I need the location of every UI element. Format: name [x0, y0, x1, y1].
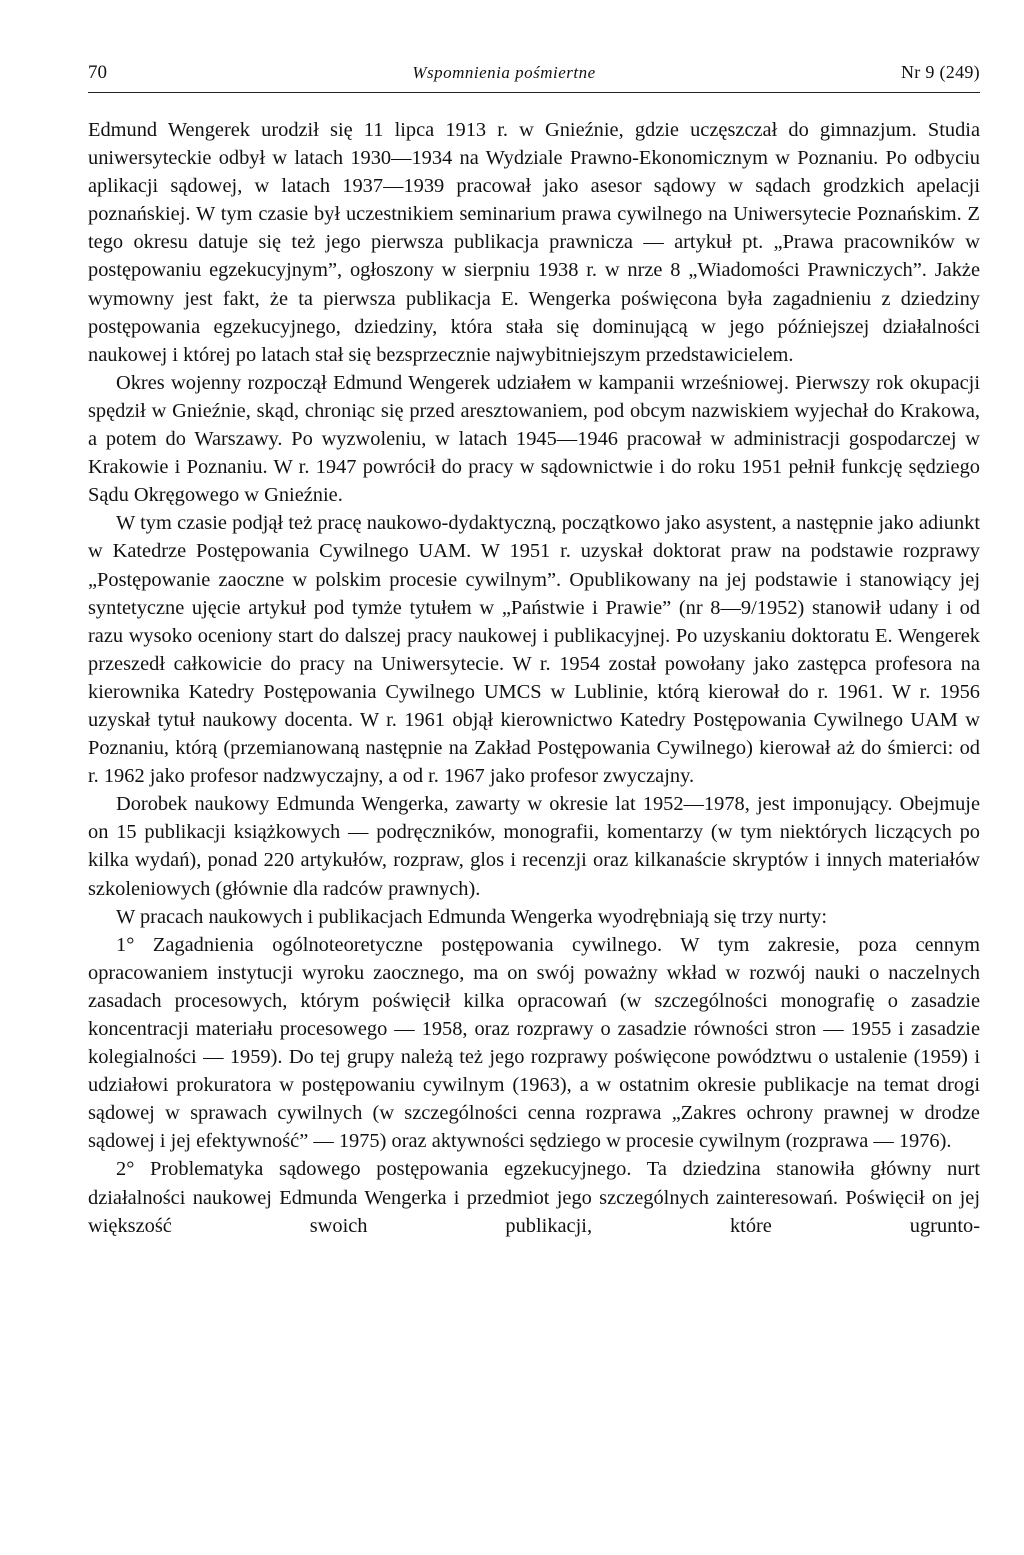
page-number: 70 [88, 62, 107, 83]
paragraph: W pracach naukowych i publikacjach Edmunda Wengerka wyodrębniają się trzy nurty: [116, 905, 828, 928]
paragraph: Dorobek naukowy Edmunda Wengerka, zawarty w okresie lat 1952—1978, jest imponujący. Obejmuje on 15 publikacji książkowych — podręczników, monografii, komentarzy (w tym niektórych liczących po kilka wydań), ponad 220 artykułów, rozpraw, glos i recenzji oraz kilkanaście skryptów i innych materiałów szkoleniowych (głównie dla radców prawnych). [88, 793, 980, 900]
paragraph: 2° Problematyka sądowego postępowania egzekucyjnego. Ta dziedzina stanowiła główny nurt działalności naukowej Edmunda Wengerka i przedmiot jego szczególnych zainteresowań. Poświęcił on jej większość swoich publikacji, które ugrunto- [88, 1158, 980, 1237]
issue-number: Nr 9 (249) [901, 62, 980, 82]
paragraph: W tym czasie podjął też pracę naukowo-dydaktyczną, początkowo jako asystent, a następnie jako adiunkt w Katedrze Postępowania Cywilnego UAM. W 1951 r. uzyskał doktorat praw na podstawie rozprawy „Postępowanie zaoczne w polskim procesie cywilnym”. Opublikowany na jej podstawie i stanowiący jej syntetyczne ujęcie artykuł pod tymże tytułem w „Państwie i Prawie” (nr 8—9/1952) stanowił udany i od razu wysoko oceniony start do dalszej pracy naukowej i publikacyjnej. Po uzyskaniu doktoratu E. Wengerek przeszedł całkowicie do pracy na Uniwersytecie. W r. 1954 został powołany jako zastępca profesora na kierownika Katedry Postępowania Cywilnego UMCS w Lublinie, którą kierował do r. 1961. W r. 1956 uzyskał tytuł naukowy docenta. W r. 1961 objął kierownictwo Katedry Postępowania Cywilnego UAM w Poznaniu, którą (przemianowaną następnie na Zakład Postępowania Cywilnego) kierował aż do śmierci: od r. 1962 jako profesor nadzwyczajny, a od r. 1967 jako profesor zwyczajny. [88, 512, 980, 788]
document-page [88, 62, 980, 1240]
paragraph: Edmund Wengerek urodził się 11 lipca 1913 r. w Gnieźnie, gdzie uczęszczał do gimnazjum. Studia uniwersyteckie odbył w latach 1930—1934 na Wydziale Prawno-Ekonomicznym w Poznaniu. Po odbyciu aplikacji sądowej, w latach 1937—1939 pracował jako asesor sądowy w sądach grodzkich apelacji poznańskiej. W tym czasie był uczestnikiem seminarium prawa cywilnego na Uniwersytecie Poznańskim. Z tego okresu datuje się też jego pierwsza publikacja prawnicza — artykuł pt. „Prawa pracowników w postępowaniu egzekucyjnym”, ogłoszony w sierpniu 1938 r. w nrze 8 „Wiadomości Prawniczych”. Jakże wymowny jest fakt, że ta pierwsza publikacja E. Wengerka poświęcona była zagadnieniu z dziedziny postępowania egzekucyjnego, dziedziny, która stała się dominującą w jego późniejszej działalności naukowej i której po latach stał się bezsprzecznie najwybitniejszym przedstawicielem. [88, 119, 980, 366]
paragraph: Okres wojenny rozpoczął Edmund Wengerek udziałem w kampanii wrześniowej. Pierwszy rok okupacji spędził w Gnieźnie, skąd, chroniąc się przed aresztowaniem, pod obcym nazwiskiem wyjechał do Krakowa, a potem do Warszawy. Po wyzwoleniu, w latach 1945—1946 pracował w administracji gospodarczej w Krakowie i Poznaniu. W r. 1947 powrócił do pracy w sądownictwie i do roku 1951 pełnił funkcję sędziego Sądu Okręgowego w Gnieźnie. [88, 371, 980, 507]
paragraph: 1° Zagadnienia ogólnoteoretyczne postępowania cywilnego. W tym zakresie, poza cennym opracowaniem instytucji wyroku zaocznego, ma on swój poważny wkład w rozwój nauki o naczelnych zasadach procesowych, którym poświęcił kilka opracowań (w szczególności monografię o zasadzie koncentracji materiału procesowego — 1958, oraz rozprawy o zasadzie równości stron — 1955 i zasadzie kolegialności — 1959). Do tej grupy należą też jego rozprawy poświęcone powództwu o ustalenie (1959) i udziałowi prokuratora w postępowaniu cywilnym (1963), a w ostatnim okresie publikacje na temat drogi sądowej w sprawach cywilnych (w szczególności cenna rozprawa „Zakres ochrony prawnej w drodze sądowej i jej efektywność” — 1975) oraz aktywności sędziego w procesie cywilnym (rozprawa — 1976). [88, 933, 980, 1153]
page-header [88, 62, 980, 93]
article-body [88, 116, 980, 1240]
running-title: Wspomnienia pośmiertne [412, 63, 596, 82]
